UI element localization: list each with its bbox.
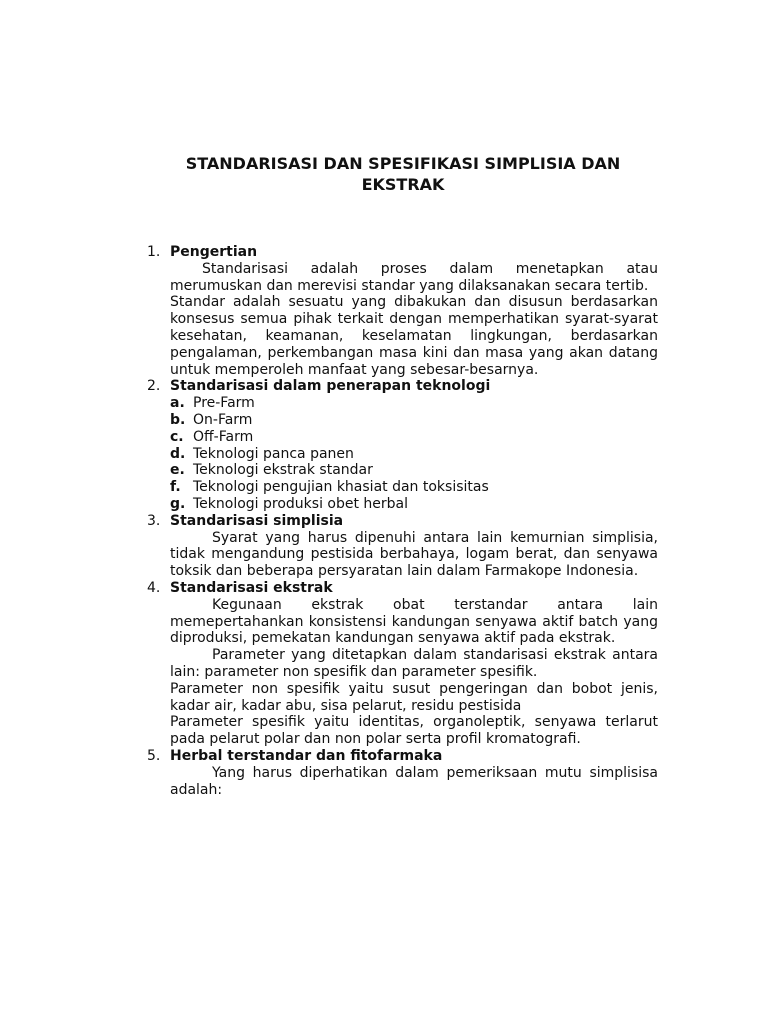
list-item [170,412,658,429]
paragraph: Kegunaan ekstrak obat terstandar antara lain memepertahankan konsistensi kandungan senyawa aktif batch yang diproduksi, pemekatan kandungan senyawa aktif pada ekstrak. [170,596,658,647]
section-standarisasi-teknologi [147,378,658,512]
section-number: 1. [147,244,161,260]
list-item-text: Teknologi ekstrak standar [193,462,373,479]
list-letter: g. [170,495,186,512]
section-standarisasi-ekstrak [147,580,658,748]
title-line-1: STANDARISASI DAN SPESIFIKASI SIMPLISIA DAN [185,154,621,173]
section-number: 2. [147,378,161,395]
list-letter: a. [170,395,185,412]
list-item [170,496,658,513]
section-heading: Herbal terstandar dan fitofarmaka [170,747,443,764]
paragraph: Parameter spesifik yaitu identitas, organoleptik, senyawa terlarut pada pelarut polar dan non polar serta profil kromatografi. [170,714,658,748]
section-standarisasi-simplisia [147,513,658,580]
paragraph: Standar adalah sesuatu yang dibakukan dan disusun berdasarkan konsesus semua pihak terkait dengan memperhatikan syarat-syarat kesehatan, keamanan, keselamatan lingkungan, berdasarkan pengalaman, perkembangan masa kini dan masa yang akan datang untuk memperoleh manfaat yang sebesar-besarnya. [170,294,658,378]
section-number: 3. [147,512,161,529]
list-letter: b. [170,411,186,428]
list-letter: e. [170,462,185,479]
section-heading: Standarisasi dalam penerapan teknologi [170,378,491,395]
section-heading: Standarisasi simplisia [170,512,344,529]
list-item-text: Teknologi produksi obet herbal [193,495,409,512]
list-letter: c. [170,428,184,445]
list-item-text: Pre-Farm [193,395,255,412]
paragraph: Syarat yang harus dipenuhi antara lain kemurnian simplisia, tidak mengandung pestisida berbahaya, logam berat, dan senyawa toksik dan beberapa persyaratan lain dalam Farmakope Indonesia. [170,529,658,580]
list-item [170,479,658,496]
list-item [170,429,658,446]
paragraph: Parameter yang ditetapkan dalam standarisasi ekstrak antara lain: parameter non spesifik dan parameter spesifik. [170,647,658,680]
paragraph: Parameter non spesifik yaitu susut pengeringan dan bobot jenis, kadar air, kadar abu, sisa pelarut, residu pestisida [170,680,658,714]
paragraph: Yang harus diperhatikan dalam pemeriksaan mutu simplisisa adalah: [170,764,658,798]
list-item-text: Off-Farm [193,428,254,445]
title-line-2: EKSTRAK [361,175,445,194]
list-item [170,446,658,463]
section-number: 4. [147,579,161,596]
list-item-text: Teknologi pengujian khasiat dan toksisitas [193,479,489,496]
paragraph: Standarisasi adalah proses dalam menetapkan atau merumuskan dan merevisi standar yang dilaksanakan secara tertib. [170,260,658,294]
section-number: 5. [147,747,161,764]
list-item-text: On-Farm [193,411,253,428]
document-title [110,153,696,195]
section-herbal-terstandar [147,748,658,798]
list-letter: d. [170,445,186,462]
section-heading: Standarisasi ekstrak [170,579,333,596]
section-heading: Pengertian [170,244,258,260]
list-item [170,462,658,479]
technology-list [170,395,658,513]
list-item [170,395,658,412]
section-pengertian [147,244,658,378]
document-body [147,244,658,798]
list-item-text: Teknologi panca panen [193,445,354,462]
list-letter: f. [170,479,181,496]
